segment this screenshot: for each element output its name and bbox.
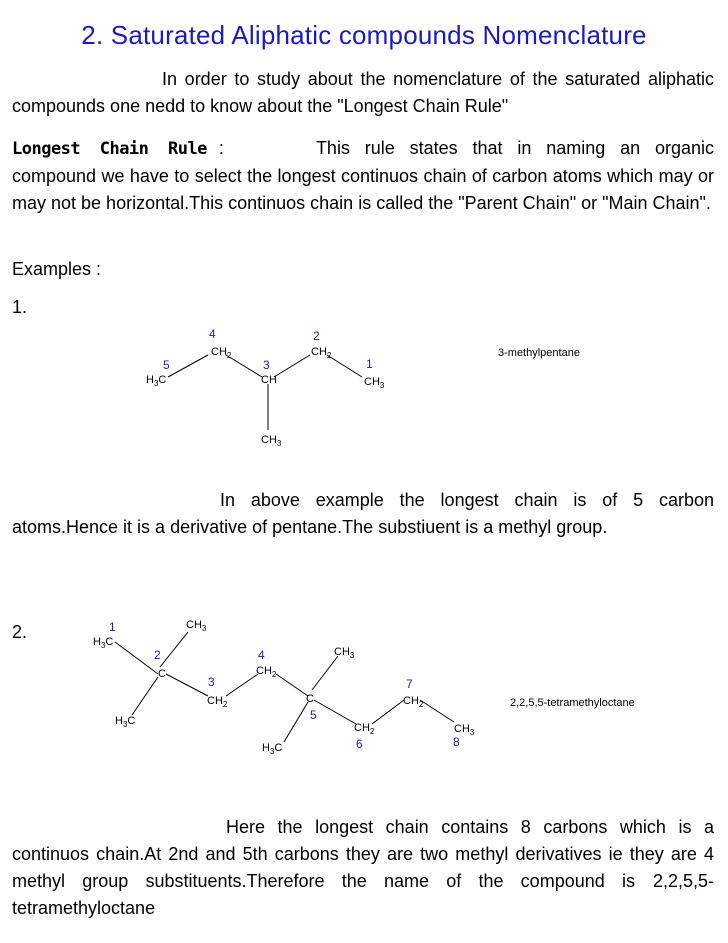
example2-explanation — [12, 814, 714, 922]
atom-c8: $CH_3$ — [454, 723, 475, 737]
intro-paragraph — [12, 66, 714, 120]
rule-paragraph — [12, 135, 714, 217]
atom-methyl-b: $H_3C$ — [115, 715, 136, 729]
atom-c5: C — [306, 693, 314, 705]
bond — [226, 355, 262, 377]
carbon-number-2: 2 — [154, 648, 161, 662]
carbon-number-8: 8 — [453, 735, 460, 749]
carbon-number-7: 7 — [406, 677, 413, 691]
carbon-number-1: 1 — [366, 357, 373, 371]
atom-c1: $H_3C$ — [93, 636, 114, 650]
example1-number: 1. — [12, 297, 28, 317]
bond — [327, 355, 362, 377]
atom-methyl-c: $CH_3$ — [334, 646, 355, 660]
bond — [284, 702, 308, 742]
bond — [115, 642, 158, 674]
intro-text: In order to study about the nomenclature of the saturated aliphatic compounds one nedd to know about the "Longest Chain Rule" — [12, 69, 714, 116]
compound-name-2: 2,2,5,5-tetramethyloctane — [510, 697, 635, 709]
example2-explanation-text: Here the longest chain contains 8 carbons which is a continuos chain.At 2nd and 5th carbons they are two methyl derivatives ie they are 4 methyl group substituents.Therefore the name of the compound is — [12, 817, 714, 891]
atom-c2: C — [158, 668, 166, 680]
rule-text: This rule states that in naming an organic compound we have to select the longest continuos chain of carbon atoms which may or may not be horizontal.This continuos chain is called the "Parent Chain" or "Main Chain". — [12, 138, 714, 213]
bond — [420, 700, 454, 722]
example2-final-name: 2,2,5,5-tetramethyloctane — [12, 871, 714, 918]
page-title: 2. Saturated Aliphatic compounds Nomenclature — [81, 20, 647, 50]
carbon-number-4: 4 — [209, 327, 216, 341]
atom-c4: $CH_2$ — [256, 665, 277, 679]
example2-structure — [0, 612, 728, 762]
atom-c5: $H_3C$ — [146, 374, 167, 388]
rule-label: Longest Chain Rule — [12, 139, 207, 159]
carbon-number-5: 5 — [163, 358, 170, 372]
bond — [372, 700, 404, 724]
atom-methyl-a: $CH_3$ — [186, 619, 207, 633]
carbon-number-5: 5 — [310, 708, 317, 722]
atom-c2: $CH_2$ — [311, 346, 332, 360]
atom-methyl-d: $H_3C$ — [262, 742, 283, 756]
example2-number: 2. — [12, 622, 28, 642]
carbon-number-2: 2 — [313, 329, 320, 343]
example1-explanation — [12, 487, 714, 541]
carbon-number-4: 4 — [258, 648, 265, 662]
atom-c7: $CH_2$ — [403, 695, 424, 709]
examples-label: Examples : — [12, 259, 102, 279]
atom-c4: $CH_2$ — [211, 346, 232, 360]
bond — [160, 632, 188, 667]
bond — [166, 674, 208, 696]
example1-structure — [0, 322, 728, 452]
atom-c1: $CH_3$ — [364, 376, 385, 390]
carbon-number-6: 6 — [356, 737, 363, 751]
bond — [168, 355, 208, 377]
atom-c3: CH — [261, 374, 277, 386]
carbon-number-1: 1 — [109, 620, 116, 634]
atom-methyl: $CH_3$ — [261, 434, 282, 448]
bond — [314, 700, 356, 724]
bond — [132, 677, 158, 715]
bond — [276, 674, 308, 696]
bond — [274, 355, 310, 377]
bond — [226, 674, 258, 696]
atom-c3: $CH_2$ — [207, 695, 228, 709]
example1-explanation-text: In above example the longest chain is of 5 carbon atoms.Hence it is a derivative of pentane.The substiuent is a methyl group. — [12, 490, 714, 537]
compound-name-1: 3-methylpentane — [498, 347, 580, 359]
bond — [312, 656, 338, 690]
atom-c6: $CH_2$ — [354, 722, 375, 736]
carbon-number-3: 3 — [263, 358, 270, 372]
rule-colon: : — [218, 138, 224, 158]
carbon-number-3: 3 — [208, 675, 215, 689]
